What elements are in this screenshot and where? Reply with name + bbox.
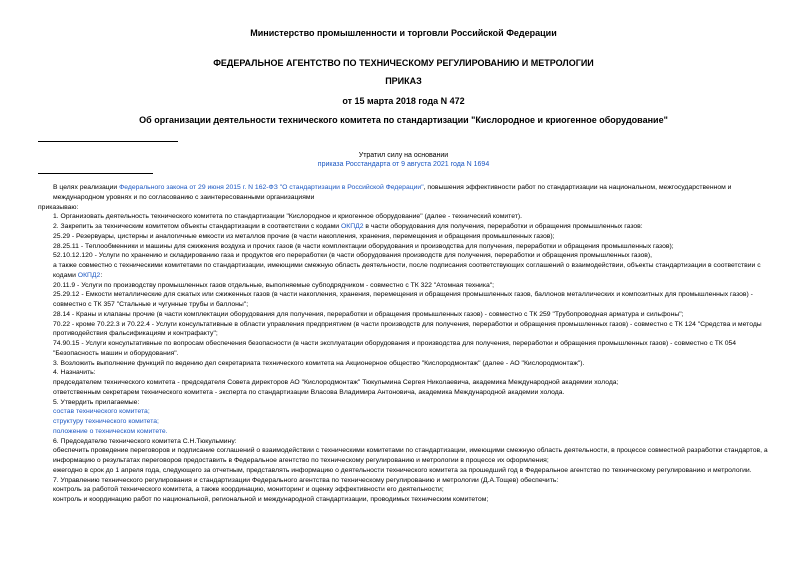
- item-2: 2. Закрепить за техническим комитетом объекты стандартизации в соответствии с кодами ОКПД2 в части оборудования для получения, переработки и обращения промышленных газов:: [53, 223, 643, 230]
- code-20-11-9: 20.11.9 - Услуги по производству промышленных газов отдельные, выполняемые субподрядчиком - совместно с ТК 322 "Атомная техника";: [53, 281, 495, 289]
- item-3: 3. Возложить выполнение функций по ведению дел секретариата технического комитета на Акционерное общество "Кислородмонтаж" (далее - АО "Кислородмонтаж").: [53, 359, 585, 367]
- item-1: 1. Организовать деятельность технического комитета по стандартизации "Кислородное и криогенное оборудование" (далее - технический комитет).: [53, 213, 523, 221]
- item-5: 5. Утвердить прилагаемые:: [53, 398, 140, 406]
- status-divider: [38, 173, 153, 174]
- prikazyvayu: приказываю:: [38, 203, 79, 211]
- document-body: [38, 183, 783, 505]
- item-6-negotiations: обеспечить проведение переговоров и подписание соглашений о взаимодействии с техническими комитетами по стандартизации, имеющими смежную область деятельности, в процессе совместной разработки стандартов, а информацию о результатах переговоров предоставить в Федеральное агентство по техническому регулированию и метрологии в процессе их оформления;: [53, 447, 768, 464]
- code-28-14: 28.14 - Краны и клапаны прочие (в части комплектации оборудования для получения, переработки и обращения промышленных газов) - совместно с ТК 259 "Трубопроводная арматура и сильфоны";: [53, 310, 684, 318]
- item-6-annual-report: ежегодно в срок до 1 апреля года, следующего за отчетным, представлять информацию о деятельности технического комитета за прошедший год в Федеральное агентство по техническому регулированию и метрологии.: [53, 466, 752, 474]
- top-divider: [38, 141, 178, 142]
- code-25-29: 25.29 - Резервуары, цистерны и аналогичные емкости из металлов прочие (в части накопления, хранения, перемещения и обращения промышленных газов);: [53, 232, 555, 240]
- intro-paragraph: В целях реализации Федерального закона от 29 июня 2015 г. N 162-ФЗ "О стандартизации в Российской Федерации", повышения эффективности работ по стандартизации на национальном, межгосударственном и международном уровнях и по согласованию с заинтересованными организациями: [53, 184, 732, 201]
- code-28-25-11: 28.25.11 - Теплообменники и машины для сжижения воздуха и прочих газов (в части комплектации оборудования и производства для получения, переработки и обращения промышленных газов);: [53, 242, 674, 250]
- code-52-10-12-120: 52.10.12.120 - Услуги по хранению и складированию газа и продуктов его переработки (в части оборудования производств для получения, переработки и обращения промышленных газов),: [53, 252, 653, 260]
- status-note-link-line: [0, 161, 807, 168]
- item-4-secretary: ответственным секретарем технического комитета - эксперта по стандартизации Власова Владимира Антоновича, академика Международной академии холода.: [53, 388, 565, 396]
- item-7: 7. Управлению технического регулирования и стандартизации Федерального агентства по техническому регулированию и метрологии (Д.А.Тощев) обеспечить:: [53, 476, 559, 484]
- federal-law-link[interactable]: Федерального закона от 29 июня 2015 г. N 162-ФЗ "О стандартизации в Российской Федерации": [119, 184, 424, 191]
- item-7-control: контроль за работой технического комитета, а также координацию, мониторинг и оценку эффективности его деятельности;: [53, 486, 444, 494]
- code-70-22: 70.22 - кроме 70.22.3 и 70.22.4 - Услуги консультативные в области управления предприятием (в части производств для получения, переработки и обращения промышленных газов) - совместно с ТК 124 "Средства и методы противодействия фальсификациям и контрафакту";: [53, 320, 762, 338]
- document-title: Об организации деятельности технического комитета по стандартизации "Кислородное и криогенное оборудование": [139, 115, 668, 125]
- okpd2-link[interactable]: ОКПД2: [340, 223, 364, 230]
- committee-structure-link[interactable]: структуру технического комитета;: [53, 418, 159, 425]
- code-25-29-12: 25.29.12 - Емкости металлические для сжатых или сжиженных газов (в части накопления, хранения, перемещения и обращения промышленных газов, баллонов металлических и композитных для промышленных газов) - совместно с ТК 357 "Стальные и чугунные трубы и баллоны";: [53, 291, 753, 308]
- joint-objects-paragraph: а также совместно с техническими комитетами по стандартизации, имеющими смежную область деятельности, после подписания соответствующих соглашений о взаимодействии, объекты стандартизации в соответствии с кодами ОКПД2:: [53, 262, 761, 279]
- item-7-coordination: контроль и координацию работ по национальной, региональной и международной стандартизации, проводимых техническим комитетом;: [53, 496, 489, 503]
- okpd2-link-2[interactable]: ОКПД2: [77, 271, 101, 279]
- repeal-order-link[interactable]: приказа Росстандарта от 9 августа 2021 года N 1694: [317, 161, 490, 168]
- status-note: Утратил силу на основании: [358, 152, 449, 159]
- committee-regulation-link[interactable]: положение о техническом комитете.: [53, 427, 168, 435]
- item-4: 4. Назначить:: [53, 369, 96, 377]
- committee-composition-link[interactable]: состав технического комитета;: [53, 408, 150, 416]
- date-number-heading: от 15 марта 2018 года N 472: [342, 96, 465, 106]
- item-4-chairman: председателем технического комитета - председателя Совета директоров АО "Кислородмонтаж" Тюкульмина Сергея Николаевича, академика Международной академии холода;: [53, 379, 619, 386]
- code-74-90-15: 74.90.15 - Услуги консультативные по вопросам обеспечения безопасности (в части эксплуатации оборудования и производства для получения, переработки и обращения промышленных газов) - совместно с ТК 054 "Безопасность машин и оборудования".: [53, 340, 737, 357]
- ministry-heading: Министерство промышленности и торговли Российской Федерации: [250, 28, 557, 38]
- doc-type-heading: ПРИКАЗ: [385, 76, 422, 86]
- agency-heading: ФЕДЕРАЛЬНОЕ АГЕНТСТВО ПО ТЕХНИЧЕСКОМУ РЕГУЛИРОВАНИЮ И МЕТРОЛОГИИ: [213, 58, 594, 68]
- item-6: 6. Председателю технического комитета С.Н.Тюкульмину:: [53, 437, 237, 445]
